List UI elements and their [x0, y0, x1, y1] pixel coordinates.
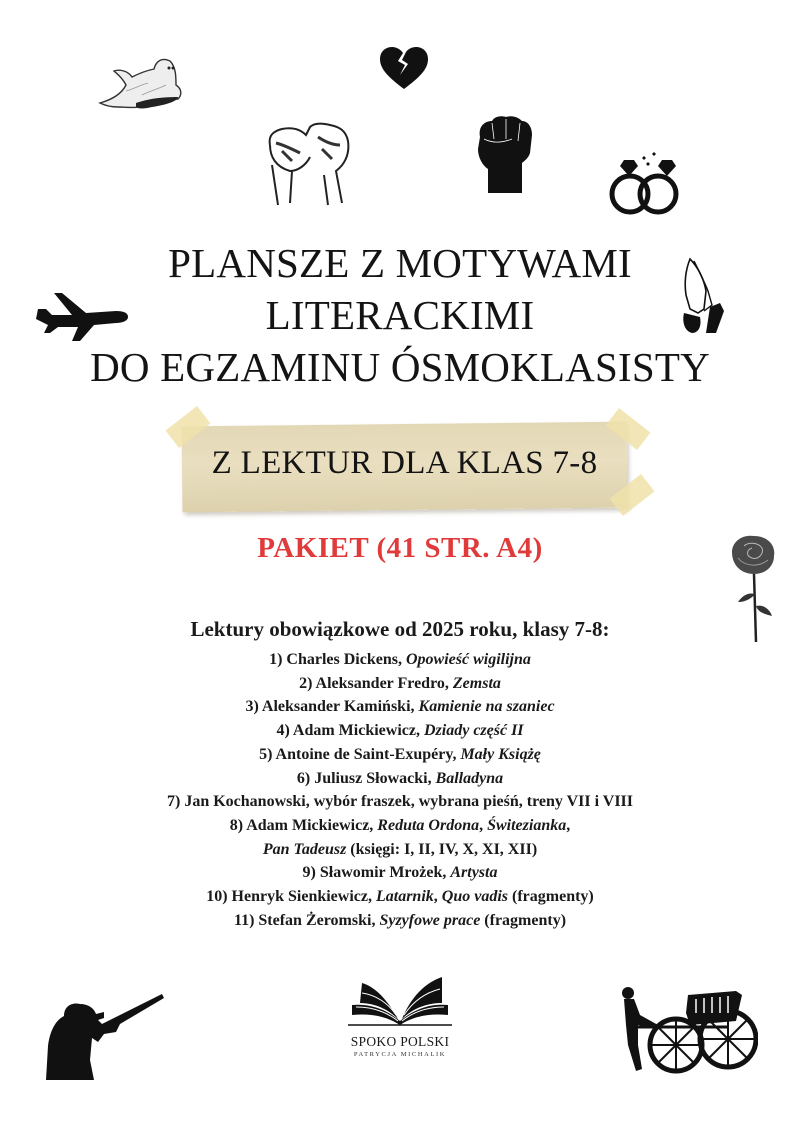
title-line-1: PLANSZE Z MOTYWAMI: [168, 240, 632, 286]
list-item: 11) Stefan Żeromski, Syzyfowe prace (fragmenty): [233, 911, 567, 929]
reading-list: [0, 648, 800, 932]
title-line-2: LITERACKIMI: [265, 292, 535, 338]
list-item: 2) Aleksander Fredro, Zemsta: [299, 674, 501, 692]
list-item: 10) Henryk Sienkiewicz, Latarnik, Quo vadis (fragmenty): [206, 888, 594, 906]
title-line-3: DO EGZAMINU ÓSMOKLASISTY: [90, 344, 710, 390]
list-item: 5) Antoine de Saint-Exupéry, Mały Książę: [259, 745, 541, 763]
list-item: Pan Tadeusz (księgi: I, II, IV, X, XI, XII): [262, 840, 538, 858]
list-item: 8) Adam Mickiewicz, Reduta Ordona, Świtezianka,: [229, 816, 571, 834]
list-item: 1) Charles Dickens, Opowieść wigilijna: [269, 651, 531, 668]
list-item: 7) Jan Kochanowski, wybór fraszek, wybrana pieśń, treny VII i VIII: [167, 793, 633, 811]
open-book-logo-icon: [348, 975, 452, 1027]
hunter-rifle-icon: [42, 990, 164, 1082]
logo-author: PATRYCJA MICHALIK: [353, 1051, 447, 1058]
reading-list-heading: Lektury obowiązkowe od 2025 roku, klasy 7-8:: [190, 617, 610, 641]
pinky-promise-icon: [262, 115, 356, 207]
rickshaw-cart-icon: [618, 985, 758, 1077]
package-label: PAKIET (41 STR. A4): [257, 532, 543, 564]
logo-name: SPOKO POLSKI: [350, 1034, 450, 1049]
list-item: 3) Aleksander Kamiński, Kamienie na szaniec: [245, 698, 555, 716]
ghost-icon: [96, 55, 188, 115]
list-item: 9) Sławomir Mrożek, Artysta: [302, 864, 498, 882]
raised-fist-icon: [476, 113, 534, 195]
list-item: 6) Juliusz Słowacki, Balladyna: [296, 769, 504, 787]
brand-logo: [340, 975, 460, 1058]
banner-text: Z LEKTUR DLA KLAS 7-8: [211, 445, 598, 481]
wedding-rings-icon: [606, 152, 686, 220]
broken-heart-icon: [378, 45, 430, 91]
list-item: 4) Adam Mickiewicz, Dziady część II: [276, 722, 524, 740]
